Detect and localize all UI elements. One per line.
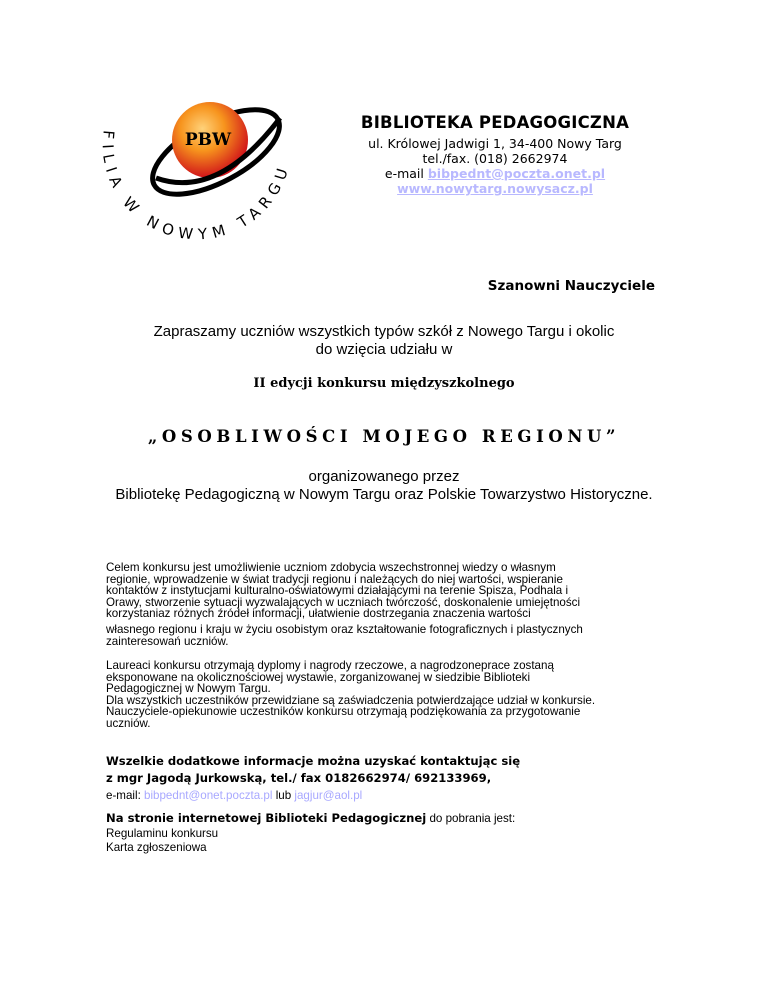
invitation-line-2: do wzięcia udziału w xyxy=(315,341,453,358)
awards-line: Nauczyciele-opiekunowie uczestników konkursu otrzymają podziękowania za przygotowanie xyxy=(106,705,581,719)
contact-line-1: Wszelkie dodatkowe informacje można uzyskać kontaktując się xyxy=(106,754,521,768)
library-header xyxy=(320,113,670,196)
goal-paragraph xyxy=(106,562,666,647)
download-item-application-form[interactable]: Karta zgłoszeniowa xyxy=(106,841,207,854)
awards-paragraph xyxy=(106,660,666,730)
downloads-section xyxy=(106,811,666,856)
goal-line: Orawy, stworzenie sytuacji wyzwalających w uczniach twórczość, doskonalenie umiejętności xyxy=(106,595,581,609)
downloads-lead-rest: do pobrania jest: xyxy=(426,812,516,825)
contact-email-label: e-mail: xyxy=(106,789,145,802)
contact-email-line xyxy=(106,787,666,804)
email-prefix: e-mail xyxy=(384,166,428,181)
logo-badge-text: PBW xyxy=(184,130,232,150)
logo-ring-text: FILIA W NOWYM TARGU xyxy=(98,129,294,244)
awards-line: Laureaci konkursu otrzymają dyplomy i nagrody rzeczowe, a nagrodzoneprace zostaną xyxy=(106,659,554,672)
library-email-link[interactable]: bibpednt@poczta.onet.pl xyxy=(427,166,606,181)
library-email-line xyxy=(320,166,670,181)
goal-line: regionie, wprowadzenie w świat tradycji regionu i należących do niej wartości, wspieranie xyxy=(106,572,563,586)
downloads-lead-bold: Na stronie internetowej Biblioteki Pedagogicznej xyxy=(106,811,427,825)
library-address: ul. Królowej Jadwigi 1, 34-400 Nowy Targ xyxy=(368,136,622,151)
downloads-lead xyxy=(106,811,666,827)
library-website-link[interactable]: www.nowytarg.nowysacz.pl xyxy=(397,181,593,196)
organizer xyxy=(0,468,768,504)
organizer-line-2: Bibliotekę Pedagogiczną w Nowym Targu oraz Polskie Towarzystwo Historyczne. xyxy=(115,486,653,503)
goal-line: własnego regionu i kraju w życiu osobistym oraz kształtowanie fotograficznych i plastycznych xyxy=(106,622,583,636)
download-item-regulations[interactable]: Regulaminu konkursu xyxy=(106,826,219,840)
contact-line-2: z mgr Jagodą Jurkowską, tel./ fax 0182662974/ 692133969, xyxy=(106,771,492,785)
contest-edition: II edycji konkursu międzyszkolnego xyxy=(253,376,515,391)
organizer-line-1: organizowanego przez xyxy=(308,468,460,485)
library-title: BIBLIOTEKA PEDAGOGICZNA xyxy=(360,113,630,132)
awards-line: eksponowane na okolicznościowej wystawie, zorganizowanej w siedzibie Biblioteki xyxy=(106,670,531,684)
awards-line: Dla wszystkich uczestników przewidziane są zaświadczenia potwierdzające udział w konkursie. xyxy=(106,693,596,707)
contest-title: „OSOBLIWOŚCI MOJEGO REGIONU” xyxy=(147,427,621,446)
invitation xyxy=(0,323,768,359)
invitation-line-1: Zapraszamy uczniów wszystkich typów szkół z Nowego Targu i okolic xyxy=(153,323,615,340)
goal-line: korzystaniaz różnych źródeł informacji, ułatwienie dostrzegania znaczenia wartości xyxy=(106,607,531,621)
goal-line: Celem konkursu jest umożliwienie uczniom zdobycia wszechstronnej wiedzy o własnym xyxy=(106,561,556,574)
goal-line: kontaktów z instytucjami kulturalno-oświatowymi działającymi na terenie Spisza, Podhala i xyxy=(106,584,569,598)
awards-line: Pedagogicznej w Nowym Targu. xyxy=(106,682,271,696)
awards-line: uczniów. xyxy=(106,716,151,730)
contact-email-link-1[interactable]: bibpednt@onet.poczta.pl xyxy=(144,789,273,802)
goal-line: zainteresowań uczniów. xyxy=(106,634,229,648)
contact-section xyxy=(106,753,666,804)
library-logo xyxy=(98,90,298,250)
contact-or: lub xyxy=(272,789,295,802)
contact-email-link-2[interactable]: jagjur@aol.pl xyxy=(294,789,363,802)
greeting: Szanowni Nauczyciele xyxy=(487,278,655,294)
library-phone: tel./fax. (018) 2662974 xyxy=(422,151,568,166)
